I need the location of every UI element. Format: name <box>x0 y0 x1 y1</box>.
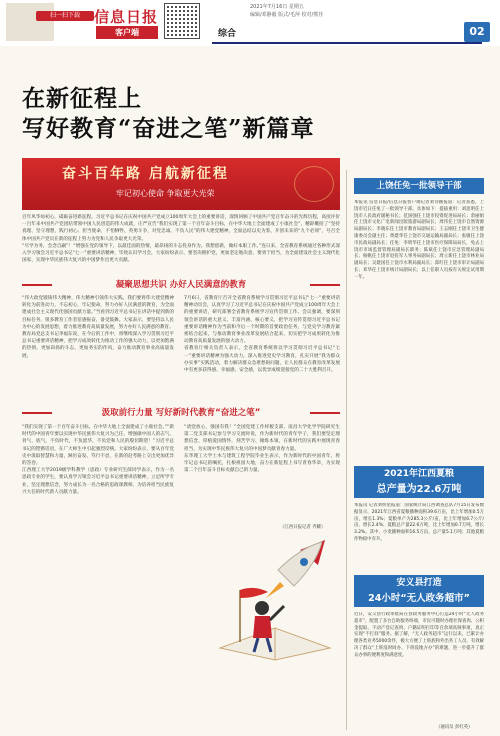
column-divider <box>346 170 347 730</box>
sidebar-box1-text: 本报讯 信息日报/信息日报客户端记者刘诗颖报道：记者获悉，上饶市近日任免了一批领导干部。具体如下：提拔重用：刘思明任上饶市人民政府副秘书长；范国强任上饶市投资促进局局长；余丽娟任上饶市文化广电新闻出版旅游局副局长；周伟任上饶市自然资源局副局长；李晓东任上饶市教育局副局长；王志刚任上饶市卫生健康委员会副主任；黄建华任上饶市交通运输局副局长；张敏任上饶市民政局副局长；任免：李明华任上饶市医疗保障局局长，免去上饶市市场监督管理局副局长职务；陈斌任上饶市应急管理局副局长；杨帆任上饶市退役军人事务局副局长；周立新任上饶市林业局副局长；吴建国任上饶市水利局副局长；郑红任上饶市审计局副局长；邓华任上饶市统计局副局长；以上任职人员按有关规定试用期一年。 <box>354 200 484 280</box>
article-paragraph: “我们实现了第一个百年奋斗目标，在中华大地上全面建成了小康社会。”“新时代的中国青年要以实现中华民族伟大复兴为己任，增强做中国人的志气、骨气、底气，不负时代，不负韶华，不负党和人民的殷切期望！”习近平总书记的铿锵话语，在广大师生中引起强烈反响。大家纷纷表示，要从百年党史中汲取智慧和力量，踔厉奋发、笃行不怠，在新的赶考路上交出更加优异的答卷。 <box>22 425 174 467</box>
sidebar-box1-title: 上饶任免一批领导干部 <box>354 178 484 194</box>
article-paragraph: “尽学为务，会念自嗣”！“增强在党的领导下，以最佳面的热情，最昂扬的斗志投身作为。我想创新，做好本职工作。”连日来，全省教育系统通过各种形式深入学习领会习近平总书记“七一”重要讲话精神，毕致认识学习会，大家纷纷表示，要坚决拥护党，更加坚定地决意，要勇于担当，为全面建设社会主义现代化国家、实现中华民族伟大复兴的中国梦作出更大贡献。 <box>22 243 340 264</box>
rocket-icon <box>266 540 325 598</box>
article-column-1 <box>22 295 174 403</box>
book-icon <box>220 628 330 660</box>
article-paragraph: 省教育厅相关负责人表示，全省教育系统将以学习贯彻习近平总书记“七一”重要讲话精神为强大动力，深入推进党史学习教育，扎实开展“我为群众办实事”实践活动，着力解决群众急难愁盼问题，让人民群众在教育改革发展中有更多获得感、幸福感、安全感，以优异成绩迎接党的二十大胜利召开。 <box>184 346 340 374</box>
masthead <box>0 0 500 46</box>
editors-line: 编辑/邓静毅 版式/毛萍 校对/熊佳 <box>250 12 324 18</box>
slogan-banner <box>22 158 340 210</box>
article-paragraph: “伟大政党锻铸伟大精神，伟大精神引领伟大实践。我们要将伟大建党精神转化为前进动力，不忘初心，牢记使命，努力办好人民满意的教育，为全面建成社会主义现代化强国贡献力量。”当看到习近平总书记在讲话中提到新的目标任务，很多教育工作者倍感振奋、备受鼓舞。大家表示，要坚持以人民为中心的发展思想，着力推进教育高质量发展，努力办好人民满意的教育。 <box>22 296 174 330</box>
sidebar-box3-byline: （通讯员 彭红英） <box>436 725 473 730</box>
header-rule <box>212 42 482 44</box>
article-paragraph: 教育局党总支书记李福东说，在今后的工作中，将继续深入学习贯彻习近平总书记重要讲话精神，把学习成效转化为推动工作的强大动力，以更加饱满的热情、更加昂扬的斗志、更加务实的作风，奋力推动教育事业高质量发展。 <box>22 332 174 359</box>
section-label: 综合 <box>218 29 237 39</box>
sidebar-box2-text: 本报讯 记者刘明星报道：国家统计局江西调查总队7月15日发布数据显示，2021年江西省夏粮播种面积39.6万亩，比上年增加0.5万亩，增长1.3%；夏粮单产为285.3公斤/亩，比上年增加6.7公斤/亩，增长2.4%；夏粮总产量22.6万吨，比上年增加0.7万吨，增长3.2%。其中，小麦播种面积16.5万亩，总产量5.1万吨；其他夏粮作物稳中有升。 <box>354 503 484 542</box>
banner-ornament-icon <box>294 166 334 202</box>
article-paragraph: “请党放心，强国有我！”全国党建工作样板支部、南昌大学化学学院研究生第二党支部书记参与学习交流时说，作为新时代的青年学子，我们要坚定理想信念，厚植爱国情怀，刻苦学习、锤炼本领，在新时代的实践中展现青春担当，为实现中华民族伟大复兴的中国梦贡献青春力量。 <box>184 425 340 452</box>
masthead-info <box>250 3 323 19</box>
page-number: 02 <box>464 22 490 42</box>
article-paragraph: 百年风华如初心，砥砺奋进新征程。习近平总书记在庆祝中国共产党成立100周年大会上的重要讲话，深情回顾了中国共产党百年奋斗的光辉历程，高度评价一百年来中国共产党团结带领中国人民创造的伟大成就，庄严宣告“我们实现了第一个百年奋斗目标，在中华大地上全面建成了小康社会”，精辟概括了“坚持真理、坚守理想，践行初心、担当使命，不怕牺牲、英勇斗争，对党忠诚、不负人民”的伟大建党精神，全面总结以史为鉴、开创未来的“九个必须”，号召全体中国共产党员在新的征程上努力为党和人民争取更大光荣。 <box>22 215 340 242</box>
sidebar-box2-title: 2021年江西夏粮 <box>354 466 484 482</box>
client-app-badge[interactable]: 客户端 <box>96 26 158 39</box>
article-paragraph: 7月6日，省教育厅召开全省教育系统学习贯彻习近平总书记“七一”重要讲话精神动员会，认真学习了习近平总书记在庆祝中国共产党成立100周年大会上的重要讲话，研究部署全省教育系统学习宣传贯彻工作。会议强调，要深刻领会讲话的重大意义、丰富内涵、核心要义，把学习宣传贯彻习近平总书记重要讲话精神作为当前和今后一个时期的首要政治任务，与党史学习教育紧密结合起来，与推动教育事业改革发展结合起来，切实把学习成果转化为推动教育高质量发展的强大动力。 <box>184 296 340 345</box>
headline-line-1: 在新征程上 <box>22 85 142 112</box>
main-headline <box>22 84 332 144</box>
banner-slogan-sub: 牢记初心使命 争取更大光荣 <box>116 189 215 198</box>
masthead-ornament <box>6 3 54 41</box>
sidebar-box2-headline: 总产量为22.6万吨 <box>354 482 484 498</box>
headline-line-2: 写好教育“奋进之笔”新篇章 <box>22 115 315 142</box>
article-column-2 <box>184 295 340 403</box>
article-paragraph: 江西理工大学2019级学科教学（思政）专业研究生薛同学表示，作为一名思政专业的学生，要认真学习领会习近平总书记重要讲话精神，立足所学专业，坚定理想信念，努力成长为一名合格的思政课教师，为培养担当民族复兴大任的时代新人贡献力量。 <box>22 468 174 495</box>
education-illustration <box>200 530 350 665</box>
article-column-4 <box>184 424 340 524</box>
subhead-1: 凝聚思想共识 办好人民满意的教育 <box>22 278 340 292</box>
sidebar-box3-title: 安义县打造 <box>354 575 484 591</box>
article-paragraph: 东华理工大学土木与建筑工程学院毕业生表示，作为新时代的中国青年，将牢记总书记的嘱托，扎根祖国大地，奋力在新征程上书写青春华章，为实现第二个百年奋斗目标贡献自己的力量。 <box>184 453 340 474</box>
issue-date: 2021年7月16日 星期五 <box>250 4 304 10</box>
subhead-2: 汲取前行力量 写好新时代教育“奋进之笔” <box>22 406 340 420</box>
article-byline: （江西日报记者 齐耀） <box>280 525 326 530</box>
qr-code-icon[interactable] <box>165 4 199 38</box>
scan-download-badge[interactable]: 扫一扫下载 <box>36 11 94 21</box>
sidebar-box3-text: 近日，安义县行政审批局在县政务服务中心打造24小时“无人政务超市”，配置了多台自助服务终端，市民可随时办理社保查询、公积金提取、不动产登记查询、户籍证明打印等百余项高频事项，真正实现“不打烊”服务。据了解，“无人政务超市”运行以来，已累计办理各类业务5000余件，极大方便了上班族和外出务工人员，有效解决了群众“上班没时间办、下班没地方办”的难题，进一步提升了群众办事的便利度和满意度。 <box>354 612 484 658</box>
banner-slogan-main: 奋斗百年路 启航新征程 <box>62 166 229 182</box>
article-column-3 <box>22 424 174 724</box>
article-intro <box>22 214 340 272</box>
newspaper-logo: 信息日报 <box>94 8 159 26</box>
sidebar-box3-headline: 24小时“无人政务超市” <box>354 591 484 607</box>
